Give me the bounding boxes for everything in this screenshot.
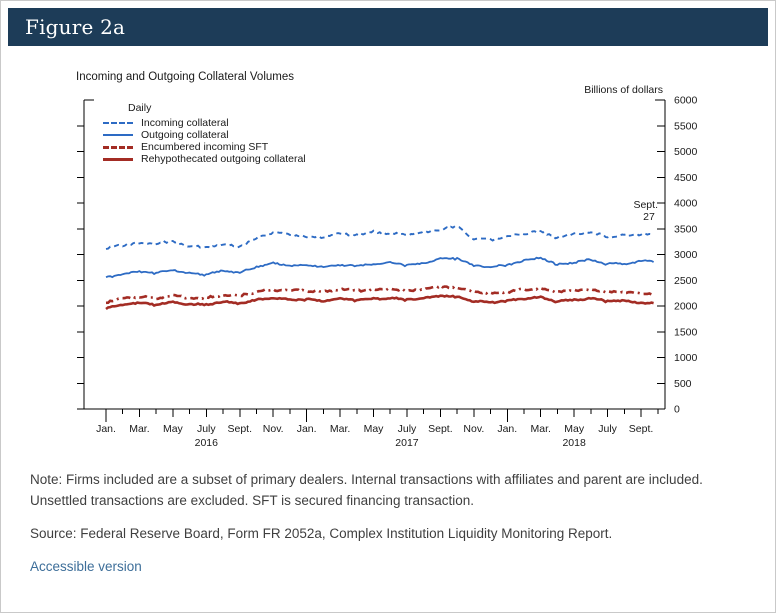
x-axis-month-label: Mar. — [329, 423, 351, 435]
notes-block — [8, 456, 768, 578]
y-axis-label: 4500 — [674, 171, 698, 184]
legend-item-label: Encumbered incoming SFT — [141, 141, 269, 153]
x-axis-month-label: Mar. — [530, 423, 551, 435]
y-axis-label: 0 — [674, 403, 680, 416]
accessible-version-link[interactable]: Accessible version — [30, 558, 142, 574]
y-axis-label: 2000 — [674, 300, 698, 313]
x-axis-month-label: May — [162, 423, 183, 435]
figure-header — [8, 8, 768, 46]
x-axis-month-label: July — [397, 423, 417, 435]
collateral-volumes-chart — [8, 46, 768, 448]
frequency-label: Daily — [128, 102, 152, 114]
x-axis-month-label: May — [564, 423, 585, 435]
x-axis-month-label: Nov. — [463, 423, 485, 435]
x-axis-month-label: Sept. — [227, 423, 253, 435]
y-axis-label: 6000 — [674, 94, 698, 107]
x-axis-month-label: Nov. — [262, 423, 284, 435]
x-axis-month-label: Sept. — [428, 423, 453, 435]
series-rehypothecated-outgoing-collateral — [106, 296, 654, 309]
x-axis-month-label: July — [598, 423, 617, 435]
x-axis-year-label: 2018 — [562, 437, 586, 448]
x-axis-year-label: 2016 — [194, 437, 218, 448]
x-axis-month-label: Mar. — [129, 423, 150, 435]
unit-label: Billions of dollars — [584, 84, 663, 96]
x-axis-month-label: Sept. — [628, 423, 654, 435]
end-date-annotation: 27 — [643, 211, 655, 223]
x-axis-year-label: 2017 — [395, 437, 419, 448]
y-axis-label: 1500 — [674, 326, 698, 339]
chart-title: Incoming and Outgoing Collateral Volumes — [76, 71, 294, 83]
y-axis-label: 4000 — [674, 197, 698, 210]
chart-region — [8, 46, 768, 456]
x-axis-month-label: July — [196, 423, 216, 435]
y-axis-label: 3000 — [674, 249, 698, 261]
x-axis-month-label: Jan. — [96, 423, 116, 435]
note-text: Note: Firms included are a subset of primary dealers. Internal transactions with affiliates and parent are included. Unsettled transactions are excluded. SFT is secured financing transaction. — [30, 472, 703, 508]
x-axis-month-label: Jan. — [296, 423, 317, 435]
legend-item-label: Rehypothecated outgoing collateral — [141, 153, 306, 165]
y-axis-label: 2500 — [674, 274, 698, 287]
legend-item-label: Outgoing collateral — [141, 129, 229, 141]
x-axis-month-label: May — [363, 423, 384, 435]
y-axis-label: 3500 — [674, 223, 698, 236]
figure-label: Figure 2a — [25, 15, 126, 39]
y-axis-label: 5500 — [674, 120, 698, 133]
y-axis-label: 5000 — [674, 146, 698, 158]
legend-item-label: Incoming collateral — [141, 117, 229, 129]
series-incoming-collateral — [106, 226, 654, 249]
y-axis-label: 1000 — [674, 352, 698, 364]
y-axis-label: 500 — [674, 377, 692, 390]
source-text: Source: Federal Reserve Board, Form FR 2052a, Complex Institution Liquidity Monitoring Report. — [30, 525, 613, 541]
x-axis-month-label: Jan. — [497, 423, 518, 435]
end-date-annotation: Sept. — [633, 199, 658, 211]
series-outgoing-collateral — [106, 258, 654, 278]
